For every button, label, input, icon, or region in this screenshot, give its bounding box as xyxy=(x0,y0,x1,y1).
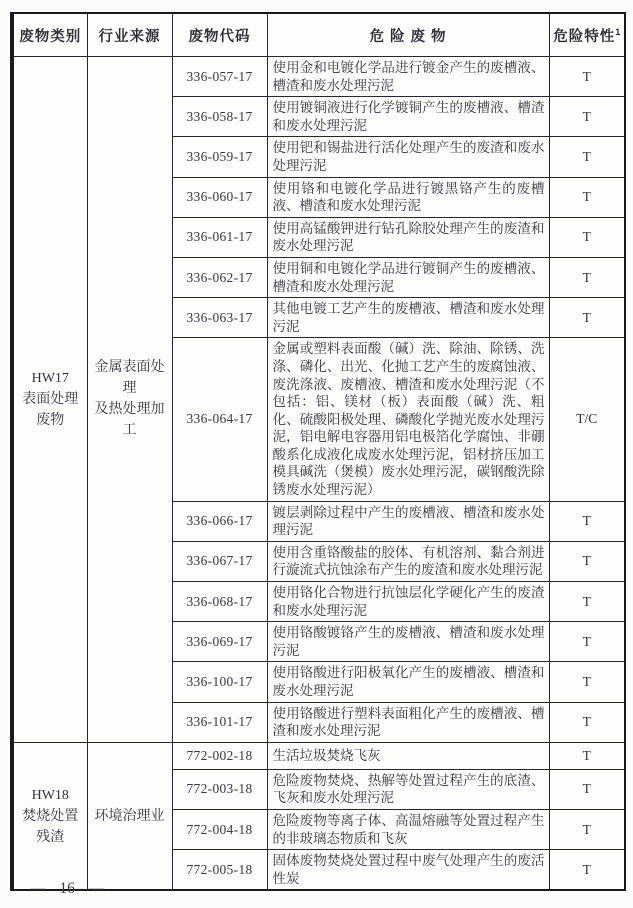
hazard-property-cell: T xyxy=(549,622,625,662)
waste-description-cell: 使用铬酸镀铬产生的废槽液、槽渣和废水处理污泥 xyxy=(267,622,549,662)
waste-code-cell: 336-100-17 xyxy=(172,662,267,702)
waste-category-line: 焚烧处置 xyxy=(22,808,79,824)
column-header-3: 危 险 废 物 xyxy=(267,13,549,57)
hazard-property-cell: T xyxy=(549,97,625,137)
hazard-property-cell: T xyxy=(549,769,625,809)
waste-code-cell: 336-060-17 xyxy=(172,177,267,217)
waste-category-line: HW17 xyxy=(31,370,69,386)
column-header-2: 废物代码 xyxy=(172,13,267,57)
industry-source-cell xyxy=(87,742,172,890)
waste-code-cell: 336-061-17 xyxy=(172,217,267,257)
waste-description-cell: 使用铬化合物进行抗蚀层化学硬化产生的废渣和废水处理污泥 xyxy=(267,582,549,622)
waste-description-cell: 其他电镀工艺产生的废槽液、槽渣和废水处理污泥 xyxy=(267,298,549,338)
hazard-property-cell: T xyxy=(549,137,625,177)
column-header-4: 危险特性$^1$ xyxy=(549,13,625,57)
hazard-property-cell: T xyxy=(549,702,625,742)
hazard-property-cell: T xyxy=(549,742,625,769)
industry-source-line: 及热处理加工 xyxy=(94,402,165,439)
hazard-property-cell: T xyxy=(549,582,625,622)
hazard-property-cell: T/C xyxy=(549,338,625,501)
waste-code-cell: 336-057-17 xyxy=(172,57,267,97)
waste-description-cell: 使用铬酸进行塑料表面粗化产生的废槽液、槽渣和废水处理污泥 xyxy=(267,702,549,742)
waste-category-cell xyxy=(12,57,87,743)
waste-code-cell: 772-005-18 xyxy=(172,850,267,891)
waste-category-line: 表面处理 xyxy=(22,391,79,407)
hazardous-waste-table xyxy=(10,12,626,891)
table-row xyxy=(12,742,625,769)
waste-code-cell: 336-063-17 xyxy=(172,298,267,338)
waste-description-cell: 镀层剥除过程中产生的废槽液、槽渣和废水处理污泥 xyxy=(267,501,549,541)
waste-description-cell: 危险废物等离子体、高温熔融等处置过程产生的非玻璃态物质和飞灰 xyxy=(267,809,549,849)
waste-code-cell: 336-068-17 xyxy=(172,582,267,622)
waste-category-line: 废物 xyxy=(36,412,65,428)
waste-description-cell: 使用金和电镀化学品进行镀金产生的废槽液、槽渣和废水处理污泥 xyxy=(267,57,549,97)
hazard-property-cell: T xyxy=(549,541,625,581)
column-header-1: 行业来源 xyxy=(87,13,172,57)
table-header xyxy=(12,13,625,57)
industry-source-line: 环境治理业 xyxy=(94,808,165,824)
industry-source-line: 金属表面处理 xyxy=(94,360,165,397)
waste-description-cell: 使用含重铬酸盐的胶体、有机溶剂、黏合剂进行漩流式抗蚀涂布产生的废渣和废水处理污泥 xyxy=(267,541,549,581)
table-row xyxy=(12,57,625,97)
waste-code-cell: 336-062-17 xyxy=(172,257,267,297)
hazard-property-cell: T xyxy=(549,177,625,217)
waste-description-cell: 使用高锰酸钾进行钻孔除胶处理产生的废渣和废水处理污泥 xyxy=(267,217,549,257)
waste-code-cell: 772-002-18 xyxy=(172,742,267,769)
header-superscript: 1 xyxy=(615,26,621,37)
hazard-property-cell: T xyxy=(549,809,625,849)
header-row xyxy=(12,13,625,57)
waste-description-cell: 固体废物焚烧处置过程中废气处理产生的废活性炭 xyxy=(267,850,549,891)
hazard-property-cell: T xyxy=(549,501,625,541)
waste-code-cell: 336-101-17 xyxy=(172,702,267,742)
waste-category-line: 残渣 xyxy=(36,829,65,845)
waste-description-cell: 使用铬酸进行阳极氧化产生的废槽液、槽渣和废水处理污泥 xyxy=(267,662,549,702)
hazard-property-cell: T xyxy=(549,257,625,297)
industry-source-cell xyxy=(87,57,172,743)
waste-description-cell: 使用铜和电镀化学品进行镀铜产生的废槽液、槽渣和废水处理污泥 xyxy=(267,257,549,297)
waste-description-cell: 生活垃圾焚烧飞灰 xyxy=(267,742,549,769)
waste-code-cell: 336-067-17 xyxy=(172,541,267,581)
waste-code-cell: 336-064-17 xyxy=(172,338,267,501)
table-body xyxy=(12,57,625,891)
hazard-property-cell: T xyxy=(549,662,625,702)
waste-code-cell: 336-059-17 xyxy=(172,137,267,177)
waste-description-cell: 金属或塑料表面酸（碱）洗、除油、除锈、洗涤、磷化、出光、化抛工艺产生的废腐蚀液、废洗涤液、废槽液、槽渣和废水处理污泥（不包括：铝、镁材（板）表面酸（碱）洗、粗化、硫酸阳极处理、磷酸化学抛光废水处理污泥，铝电解电容器用铝电极箔化学腐蚀、非硼酸系化成液化成废水处理污泥，铝材挤压加工模具碱洗（煲模）废水处理污泥，碳钢酸洗除锈废水处理污泥） xyxy=(267,338,549,501)
hazard-property-cell: T xyxy=(549,217,625,257)
waste-code-cell: 336-069-17 xyxy=(172,622,267,662)
waste-code-cell: 772-003-18 xyxy=(172,769,267,809)
waste-description-cell: 使用镀铜液进行化学镀铜产生的废槽液、槽渣和废水处理污泥 xyxy=(267,97,549,137)
waste-description-cell: 使用钯和锡盐进行活化处理产生的废渣和废水处理污泥 xyxy=(267,137,549,177)
waste-description-cell: 危险废物焚烧、热解等处置过程产生的底渣、飞灰和废水处理污泥 xyxy=(267,769,549,809)
waste-code-cell: 336-058-17 xyxy=(172,97,267,137)
waste-code-cell: 772-004-18 xyxy=(172,809,267,849)
waste-description-cell: 使用铬和电镀化学品进行镀黑铬产生的废槽液、槽渣和废水处理污泥 xyxy=(267,177,549,217)
waste-category-line: HW18 xyxy=(31,787,69,803)
waste-category-cell xyxy=(12,742,87,890)
waste-code-cell: 336-066-17 xyxy=(172,501,267,541)
page-number: — 16 — xyxy=(30,880,105,897)
hazard-property-cell: T xyxy=(549,57,625,97)
hazard-property-cell: T xyxy=(549,298,625,338)
column-header-0: 废物类别 xyxy=(12,13,87,57)
hazard-property-cell: T xyxy=(549,850,625,891)
